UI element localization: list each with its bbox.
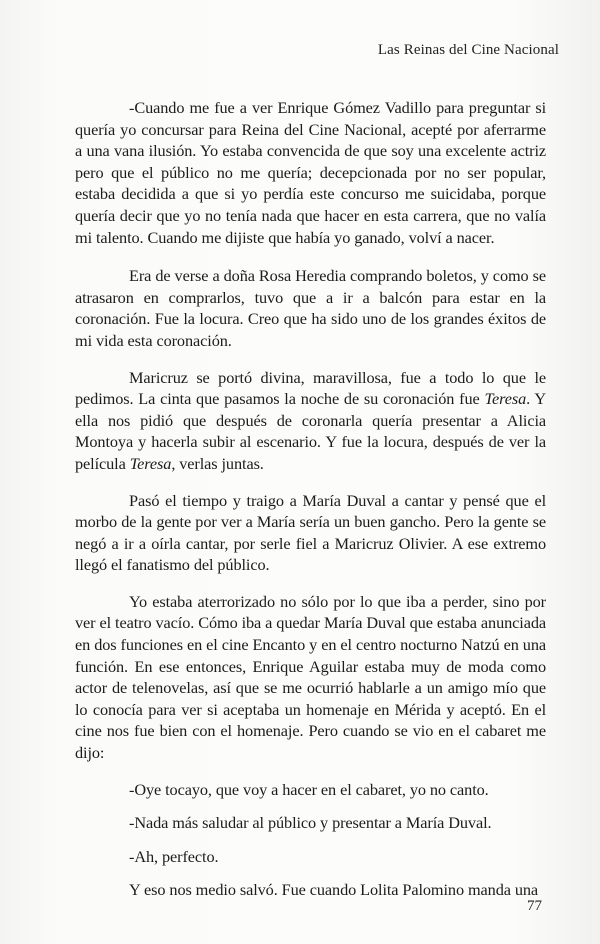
paragraph-text: , verlas juntas. (171, 453, 264, 473)
paragraph: Pasó el tiempo y traigo a María Duval a cantar y pensé que el morbo de la gente por ver a María sería un buen gancho. Pero la gente se negó a ir a oírla cantar, por serle fiel a Maricruz Olivier. A ese extremo llegó el fanatismo del público. (75, 490, 546, 575)
film-title: Teresa (129, 453, 172, 473)
film-title: Teresa (484, 389, 527, 409)
dialog-line: -Ah, perfecto. (129, 846, 219, 866)
paragraph: Yo estaba aterrorizado no sólo por lo que iba a perder, sino por ver el teatro vacío. Cómo iba a quedar María Duval que estaba anunciada en dos funciones en el cine Encanto y en el centro nocturno Natzú en una función. En ese entonces, Enrique Aguilar estaba muy de moda como actor de telenovelas, así que se me ocurrió hablarle a un amigo mío que lo conocía para ver si aceptaba un homenaje en Mérida y aceptó. En el cine nos fue bien con el homenaje. Pero cuando se vio en el cabaret me dijo: (75, 591, 546, 763)
paragraph-text: Maricruz se portó divina, maravillosa, fue a todo lo que le pedimos. La cinta que pasamos la noche de su coronación fue (75, 367, 546, 409)
paragraph: Y eso nos medio salvó. Fue cuando Lolita Palomino manda una (129, 880, 539, 900)
paragraph: Era de verse a doña Rosa Heredia comprando boletos, y como se atrasaron en comprarlos, tuvo que a ir a balcón para estar en la coronación. Fue la locura. Creo que ha sido uno de los grandes éxitos de mi vida esta coronación. (75, 266, 546, 350)
paragraph-text: . Y ella nos pidió que después de coronarla quería presentar a Alicia Montoya y hacerla subir al escenario. Y fue la locura, después de ver la película (75, 389, 546, 473)
dialog-line: -Oye tocayo, que voy a hacer en el cabaret, yo no canto. (129, 779, 489, 799)
paragraph: -Cuando me fue a ver Enrique Gómez Vadillo para preguntar si quería yo concursar para Reina del Cine Nacional, acepté por aferrarme a una vana ilusión. Yo estaba convencida de que soy una excelente actriz pero que el público no me quería; decepcionada por no ser popular, estaba decidida a que si yo perdía este concurso me suicidaba, porque quería decir que yo no tenía nada que hacer en esta carrera, que no valía mi talento. Cuando me dijiste que había yo ganado, volví a nacer. (75, 98, 546, 247)
running-header-title: Las Reinas del Cine Nacional (377, 42, 559, 58)
page-body (75, 97, 546, 913)
dialog-line: -Nada más saludar al público y presentar a María Duval. (129, 813, 492, 833)
page-number: 77 (527, 898, 542, 914)
paragraph (75, 367, 546, 475)
